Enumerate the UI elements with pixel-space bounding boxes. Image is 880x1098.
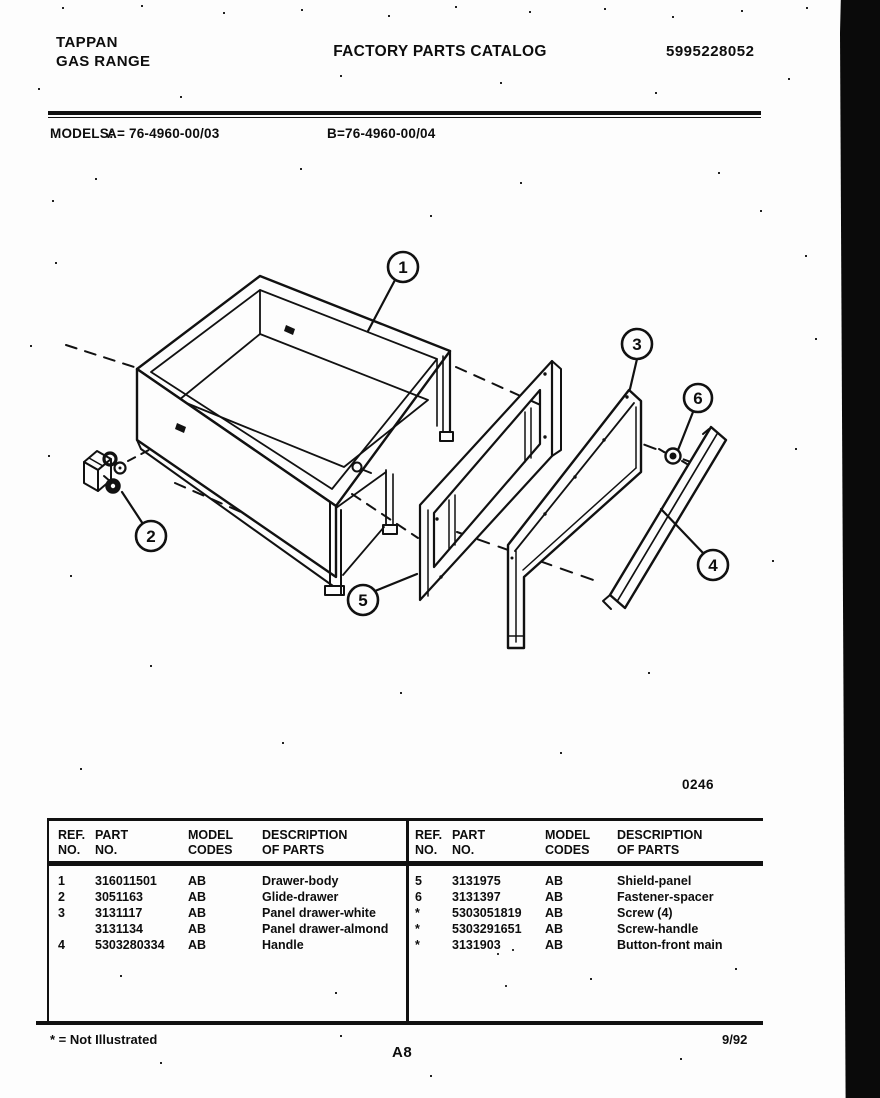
table-row [48, 922, 403, 938]
callout-number-3: 3 [632, 335, 642, 354]
table-row [405, 890, 760, 906]
table-row [48, 890, 403, 906]
table-header-left [48, 828, 403, 860]
desc-cell: Panel drawer-almond [262, 921, 389, 936]
brand-line1: TAPPAN [56, 34, 118, 51]
desc-header: DESCRIPTION OF PARTS [262, 828, 348, 857]
footer-date-code: 9/92 [722, 1032, 748, 1047]
catalog-number: 5995228052 [666, 43, 755, 60]
part-cell: 3131975 [452, 874, 501, 888]
ref-cell: 5 [415, 874, 422, 888]
desc-cell: Button-front main [617, 937, 723, 952]
model-cell: AB [188, 921, 207, 936]
ref-header: REF. NO. [415, 828, 443, 857]
part-cell: 3051163 [95, 889, 143, 904]
part-cell: 3131903 [452, 937, 501, 952]
desc-cell: Fastener-spacer [617, 889, 714, 904]
desc-cell: Shield-panel [617, 874, 692, 888]
desc-cell: Panel drawer-white [262, 905, 376, 920]
drawer-panel-drawing [508, 390, 641, 648]
scan-edge-artifact [840, 0, 880, 1098]
ref-cell: * [415, 921, 420, 936]
model-cell: AB [545, 937, 564, 952]
model-cell: AB [188, 905, 207, 920]
part-cell: 3131117 [95, 905, 143, 920]
glide-drawing [84, 451, 126, 493]
model-cell: AB [545, 921, 564, 936]
model-header: MODEL CODES [545, 828, 591, 857]
table-row [405, 874, 760, 890]
ref-cell: * [415, 937, 420, 952]
model-cell: AB [188, 937, 207, 952]
desc-header: DESCRIPTION OF PARTS [617, 828, 703, 857]
callout-number-4: 4 [708, 556, 718, 575]
model-cell: AB [545, 889, 564, 904]
part-cell: 5303291651 [452, 921, 522, 936]
model-cell: AB [188, 874, 207, 888]
model-header: MODEL CODES [188, 828, 234, 857]
table-row [48, 906, 403, 922]
part-cell: 3131397 [452, 889, 501, 904]
model-cell: AB [545, 874, 564, 888]
parts-rows-left [48, 874, 403, 953]
callout-number-1: 1 [398, 258, 408, 277]
models-label: MODELS: [50, 126, 114, 141]
ref-cell: 2 [58, 889, 65, 904]
model-cell: AB [188, 889, 207, 904]
footer-page-id: A8 [392, 1044, 413, 1061]
ref-cell: 6 [415, 889, 422, 904]
desc-cell: Screw (4) [617, 905, 673, 920]
drawer-body-drawing [137, 276, 453, 595]
model-cell: AB [545, 905, 564, 920]
part-cell: 5303280334 [95, 937, 165, 952]
model-b-value: B=76-4960-00/04 [327, 126, 436, 141]
ref-cell: 1 [58, 874, 65, 888]
desc-cell: Drawer-body [262, 874, 339, 888]
part-cell: 3131134 [95, 921, 143, 936]
desc-cell: Glide-drawer [262, 889, 339, 904]
callout-number-6: 6 [693, 389, 703, 408]
desc-cell: Screw-handle [617, 921, 699, 936]
table-row [48, 938, 403, 954]
callout-number-5: 5 [358, 591, 368, 610]
brand-line2: GAS RANGE [56, 53, 151, 70]
not-illustrated-note: * = Not Illustrated [50, 1032, 158, 1047]
ref-cell: 3 [58, 905, 65, 920]
table-row [405, 938, 760, 954]
table-row [405, 906, 760, 922]
desc-cell: Handle [262, 937, 304, 952]
ref-header: REF. NO. [58, 828, 86, 857]
table-bottom-rule [36, 1021, 763, 1025]
ref-cell: * [415, 905, 420, 920]
part-header: PART NO. [452, 828, 486, 857]
parts-rows-right [405, 874, 760, 953]
table-row [405, 922, 760, 938]
model-a-value: A= 76-4960-00/03 [107, 126, 220, 141]
callout-number-2: 2 [146, 527, 156, 546]
fastener-drawing [659, 449, 687, 465]
part-cell: 5303051819 [452, 905, 522, 920]
table-row [48, 874, 403, 890]
part-header: PART NO. [95, 828, 129, 857]
page-title: FACTORY PARTS CATALOG [333, 43, 547, 60]
ref-cell: 4 [58, 937, 65, 952]
page-code: 0246 [682, 777, 715, 792]
table-header-right [405, 828, 760, 860]
part-cell: 316011501 [95, 874, 157, 888]
